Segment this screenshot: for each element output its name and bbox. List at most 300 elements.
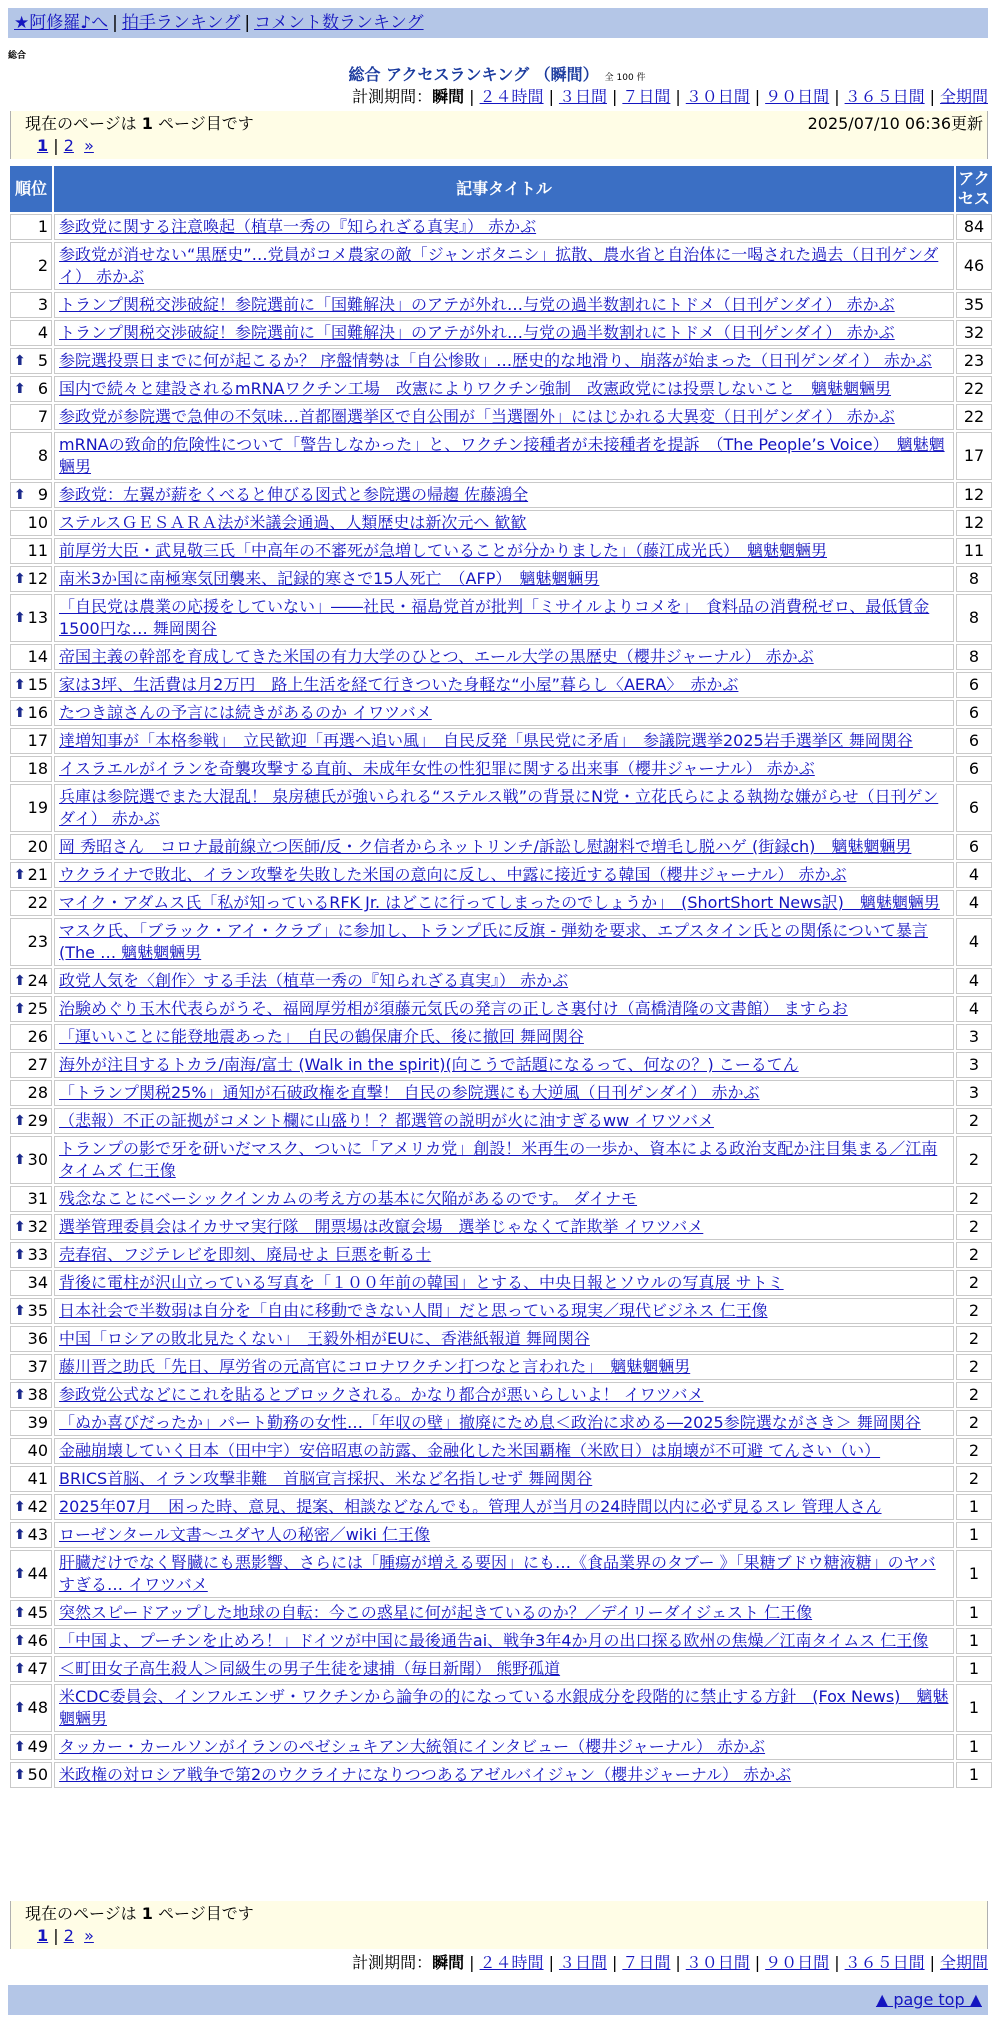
rank-number: 38 [27,1385,48,1404]
rank-number: 18 [27,759,48,778]
access-count: 2 [956,1186,992,1212]
title-cell [54,1108,954,1134]
article-link[interactable]: 参院選投票日までに何が起こるか？ 序盤情勢は「自公惨敗」…歴史的な地滑り、崩落が始まった（日刊ゲンダイ） 赤かぶ [59,351,932,370]
up-arrow-icon: ⬆ [14,705,26,721]
title-cell [54,376,954,402]
rank-cell [10,1270,52,1296]
access-count: 1 [956,1656,992,1682]
table-row [10,1684,992,1732]
rank-number: 29 [27,1111,48,1130]
rank-number: 49 [27,1737,48,1756]
rank-number: 25 [27,999,48,1018]
rank-cell [10,890,52,916]
rank-number: 5 [37,351,48,370]
rank-number: 13 [27,608,48,627]
rank-number: 45 [27,1603,48,1622]
up-arrow-icon: ⬆ [14,1739,26,1755]
access-count: 23 [956,348,992,374]
article-link[interactable]: 岡 秀昭さん コロナ最前線立つ医師/反・ク信者からネットリンチ/訴訟し慰謝料で増毛し脱ハゲ (街録ch) 魑魅魍魎男 [59,837,912,856]
next-page-link[interactable]: » [84,1926,94,1945]
table-row [10,890,992,916]
article-link[interactable]: ＜町田女子高生殺人＞同級生の男子生徒を逮捕（毎日新聞） 熊野孤道 [59,1659,561,1678]
access-count: 1 [956,1734,992,1760]
rank-number: 42 [27,1497,48,1516]
table-header-row [10,166,992,212]
article-link[interactable]: 売春宿、フジテレビを即刻、廃局せよ 巨悪を斬る士 [59,1245,432,1264]
article-link[interactable]: 「中国よ、プーチンを止めろ！」ドイツが中国に最後通告ai、戦争3年4か月の出口探る欧州の焦燥／江南タイムス 仁王像 [59,1631,929,1650]
table-row [10,862,992,888]
page-indicator-prefix: 現在のページは [25,1904,137,1923]
period-option[interactable]: ３日間 [558,1953,607,1972]
up-arrow-icon: ⬆ [14,867,26,883]
page-1-link[interactable]: 1 [37,1926,49,1945]
rank-number: 4 [37,323,48,342]
access-count: 12 [956,510,992,536]
rank-cell [10,348,52,374]
access-count: 1 [956,1762,992,1788]
rank-number: 9 [37,485,48,504]
access-count: 46 [956,242,992,290]
table-row [10,214,992,240]
rank-cell [10,1354,52,1380]
page-2-link[interactable]: 2 [63,136,74,155]
period-option: 瞬間 [432,87,465,106]
access-count: 2 [956,1214,992,1240]
rank-number: 36 [27,1329,48,1348]
article-link[interactable]: マスク氏、「ブラック・アイ・クラブ」に参加し、トランプ氏に反旗 - 弾劾を要求、エプスタイン氏との関係について暴言(The … 魑魅魍魎男 [59,921,928,962]
top-nav [8,8,988,38]
table-row [10,700,992,726]
rank-cell [10,834,52,860]
article-link[interactable]: 南米3か国に南極寒気団襲来、記録的寒さで15人死亡 （AFP） 魑魅魍魎男 [59,569,600,588]
article-link[interactable]: 参政党：左翼が薪をくべると伸びる図式と参院選の帰趨 佐藤鴻全 [59,485,529,504]
period-label: 計測期間： [352,87,433,106]
rank-cell [10,432,52,480]
up-arrow-icon: ⬆ [14,1527,26,1543]
up-arrow-icon: ⬆ [14,1700,26,1716]
up-arrow-icon: ⬆ [14,1566,26,1582]
up-arrow-icon: ⬆ [14,1499,26,1515]
table-row [10,1466,992,1492]
pager-separator: | [53,1926,59,1945]
page-1-link[interactable]: 1 [37,136,49,155]
rank-cell [10,1628,52,1654]
applause-ranking-link[interactable]: 拍手ランキング [121,13,241,33]
up-arrow-icon: ⬆ [14,1113,26,1129]
access-count: 4 [956,996,992,1022]
up-arrow-icon: ⬆ [14,571,26,587]
bottom-bar [8,1985,988,2015]
access-count: 2 [956,1438,992,1464]
table-row [10,1136,992,1184]
rank-number: 35 [27,1301,48,1320]
title-cell [54,348,954,374]
period-option[interactable]: ３６５日間 [844,1953,925,1972]
table-row [10,376,992,402]
article-link[interactable]: タッカー・カールソンがイランのペゼシュキアン大統領にインタビュー（櫻井ジャーナル） 赤かぶ [59,1737,766,1756]
article-link[interactable]: 治験めぐり玉木代表らがうそ、福岡厚労相が須藤元気氏の発言の正しさ裏付け（高橋清隆の文書館） ますらお [59,999,848,1018]
page-top-link[interactable]: ▲ page top ▲ [875,1990,982,2009]
next-page-link[interactable]: » [84,136,94,155]
table-row [10,1734,992,1760]
rank-cell [10,1136,52,1184]
title-cell [54,918,954,966]
title-cell [54,1438,954,1464]
up-arrow-icon: ⬆ [14,1387,26,1403]
article-link[interactable]: ローゼンタール文書～ユダヤ人の秘密／wiki 仁王像 [59,1525,431,1544]
title-cell [54,1136,954,1184]
rank-cell [10,784,52,832]
rank-cell [10,1080,52,1106]
period-option[interactable]: ３０日間 [685,1953,750,1972]
period-option[interactable]: ９０日間 [765,87,830,106]
article-link[interactable]: 国内で続々と建設されるmRNAワクチン工場 改憲によりワクチン強制 改憲政党には投票しないこと 魑魅魍魎男 [59,379,892,398]
rank-number: 34 [27,1273,48,1292]
table-row [10,728,992,754]
access-count: 1 [956,1684,992,1732]
table-row [10,292,992,318]
period-separator: | [675,87,681,106]
article-link[interactable]: 金融崩壊していく日本（田中宇）安倍昭恵の訪露、金融化した米国覇権（米欧日）は崩壊が不可避 てんさい（い） [59,1441,881,1460]
title-cell [54,482,954,508]
rank-number: 3 [37,295,48,314]
rank-number: 7 [37,407,48,426]
access-count: 2 [956,1410,992,1436]
article-link[interactable]: 前厚労大臣・武見敬三氏「中高年の不審死が急増していることが分かりました」（藤江成光氏） 魑魅魍魎男 [59,541,828,560]
access-count: 2 [956,1382,992,1408]
access-count: 8 [956,594,992,642]
title-cell [54,996,954,1022]
rank-cell [10,1242,52,1268]
article-link[interactable]: 突然スピードアップした地球の自転：今この惑星に何が起きているのか？／デイリーダイジェスト 仁王像 [59,1603,813,1622]
rank-number: 39 [27,1413,48,1432]
access-count: 4 [956,890,992,916]
rank-cell [10,404,52,430]
page-indicator [25,1903,973,1925]
up-arrow-icon: ⬆ [14,1633,26,1649]
access-count: 35 [956,292,992,318]
access-count: 32 [956,320,992,346]
title-cell [54,1080,954,1106]
table-row [10,1438,992,1464]
table-row [10,510,992,536]
access-count: 8 [956,566,992,592]
rank-cell [10,1600,52,1626]
period-separator: | [929,87,935,106]
table-row [10,1762,992,1788]
article-link[interactable]: 残念なことにベーシックインカムの考え方の基本に欠陥があるのです。 ダイナモ [59,1189,638,1208]
page-indicator-suffix: ページ目です [158,1904,254,1923]
rank-number: 2 [37,256,48,275]
title-cell [54,1354,954,1380]
period-option[interactable]: ９０日間 [765,1953,830,1972]
rank-number: 22 [27,893,48,912]
article-link[interactable]: 参政党公式などにこれを貼るとブロックされる。かなり都合が悪いらしいよ！ イワツバメ [59,1385,704,1404]
article-link[interactable]: トランプ関税交渉破綻！参院選前に「国難解決」のアテが外れ…与党の過半数割れにトドメ（日刊ゲンダイ） 赤かぶ [59,323,895,342]
rank-cell [10,996,52,1022]
article-link[interactable]: 中国「ロシアの敗北見たくない」 王毅外相がEUに、香港紙報道 舞岡関谷 [59,1329,590,1348]
rank-number: 31 [27,1189,48,1208]
table-row [10,1354,992,1380]
access-count: 2 [956,1242,992,1268]
article-link[interactable]: mRNAの致命的危険性について「警告しなかった」と、ワクチン接種者が未接種者を提訴 （The People’s Voice） 魑魅魍魎男 [59,435,945,476]
page-title-text: 総合 アクセスランキング （瞬間） [348,65,599,84]
article-link[interactable]: 「トランプ関税25%」通知が石破政権を直撃！ 自民の参院選にも大逆風（日刊ゲンダイ） 赤かぶ [59,1083,760,1102]
page-indicator-suffix: ページ目です [158,114,254,133]
title-cell [54,1734,954,1760]
up-arrow-icon: ⬆ [14,1767,26,1783]
access-count: 1 [956,1522,992,1548]
breadcrumb: 総合 [8,51,27,61]
table-row [10,968,992,994]
access-count: 22 [956,376,992,402]
updated-timestamp: 2025/07/10 06:36更新 [807,114,983,133]
article-link[interactable]: 帝国主義の幹部を育成してきた米国の有力大学のひとつ、エール大学の黒歴史（櫻井ジャーナル） 赤かぶ [59,647,814,666]
rank-cell [10,566,52,592]
rank-cell [10,1762,52,1788]
article-link[interactable]: （悲報）不正の証拠がコメント欄に山盛り！？都選管の説明が火に油すぎるww イワツバメ [59,1111,714,1130]
page-indicator-number: 1 [141,114,153,133]
table-row [10,320,992,346]
title-cell [54,968,954,994]
table-row [10,538,992,564]
rank-cell [10,756,52,782]
article-link[interactable]: 海外が注目するトカラ/南海/富士 (Walk in the spirit)(向こうで話題になるって、何なの？) こーるてん [59,1055,799,1074]
article-link[interactable]: 「運いいことに能登地震あった」 自民の鶴保庸介氏、後に撤回 舞岡関谷 [59,1027,584,1046]
rank-number: 47 [27,1659,48,1678]
title-cell [54,728,954,754]
article-link[interactable]: 「自民党は農業の応援をしていない」――社民・福島党首が批判「ミサイルよりコメを」 食料品の消費税ゼロ、最低賃金1500円な… 舞岡関谷 [59,597,930,638]
article-link[interactable]: 選挙管理委員会はイカサマ実行隊 開票場は改竄会場 選挙じゃなくて詐欺挙 イワツバメ [59,1217,704,1236]
access-count: 2 [956,1298,992,1324]
article-link[interactable]: トランプ関税交渉破綻！参院選前に「国難解決」のアテが外れ…与党の過半数割れにトドメ（日刊ゲンダイ） 赤かぶ [59,295,895,314]
title-cell [54,1298,954,1324]
table-row [10,1186,992,1212]
up-arrow-icon: ⬆ [14,973,26,989]
access-count: 1 [956,1494,992,1520]
title-cell [54,1550,954,1598]
table-row [10,482,992,508]
rank-cell [10,1656,52,1682]
article-link[interactable]: 米政権の対ロシア戦争で第2のウクライナになりつつあるアゼルバイジャン（櫻井ジャーナル） 赤かぶ [59,1765,792,1784]
period-separator: | [469,1953,475,1972]
up-arrow-icon: ⬆ [14,1001,26,1017]
up-arrow-icon: ⬆ [14,1152,26,1168]
period-separator: | [834,1953,840,1972]
table-row [10,756,992,782]
rank-number: 12 [27,569,48,588]
title-cell [54,1684,954,1732]
article-link[interactable]: 日本社会で半数弱は自分を「自由に移動できない人間」だと思っている現実／現代ビジネス 仁王像 [59,1301,768,1320]
article-link[interactable]: ステルスＧＥＳＡＲＡ法が米議会通過、人類歴史は新次元へ 歓歓 [59,513,527,532]
period-option[interactable]: 全期間 [939,1953,988,1972]
rank-cell [10,918,52,966]
rank-cell [10,1382,52,1408]
article-link[interactable]: トランプの影で牙を研いだマスク、ついに「アメリカ党」創設！米再生の一歩か、資本による政治支配か注目集まる／江南タイムズ 仁王像 [59,1139,938,1180]
table-row [10,1214,992,1240]
title-cell [54,756,954,782]
rank-cell [10,292,52,318]
rank-cell [10,1108,52,1134]
rank-number: 17 [27,731,48,750]
table-row [10,834,992,860]
period-separator: | [548,1953,554,1972]
rank-number: 32 [27,1217,48,1236]
rank-cell [10,376,52,402]
rank-number: 23 [27,932,48,951]
rank-number: 46 [27,1631,48,1650]
article-link[interactable]: たつき諒さんの予言には続きがあるのか イワツバメ [59,703,432,722]
access-count: 3 [956,1024,992,1050]
table-row [10,1382,992,1408]
rank-number: 50 [27,1765,48,1784]
access-count: 84 [956,214,992,240]
access-count: 6 [956,834,992,860]
page-2-link[interactable]: 2 [63,1926,74,1945]
rank-cell [10,1214,52,1240]
title-cell [54,1656,954,1682]
access-count: 4 [956,968,992,994]
col-header-access: アクセス [956,166,992,212]
total-count: 全 100 件 [604,73,646,83]
title-cell [54,432,954,480]
access-count: 6 [956,672,992,698]
rank-cell [10,1438,52,1464]
article-link[interactable]: 肝臓だけでなく腎臓にも悪影響、さらには「腫瘍が増える要因」にも…《食品業界のタブー 》「果糖ブドウ糖液糖」のヤバすぎる… イワツバメ [59,1553,936,1594]
period-option[interactable]: ７日間 [622,1953,671,1972]
article-link[interactable]: マイク・アダムス氏「私が知っているRFK Jr. はどこに行ってしまったのでしょうか」 (ShortShort News訳) 魑魅魍魎男 [59,893,940,912]
rank-cell [10,1326,52,1352]
period-separator: | [675,1953,681,1972]
rank-number: 44 [27,1564,48,1583]
article-link[interactable]: 「ぬか喜びだったか」パート勤務の女性…「年収の壁」撤廃にため息＜政治に求める―2025参院選ながさき＞ 舞岡関谷 [59,1413,921,1432]
period-separator: | [834,87,840,106]
up-arrow-icon: ⬆ [14,1661,26,1677]
article-link[interactable]: 背後に電柱が沢山立っている写真を「１００年前の韓国」とする、中央日報とソウルの写真展 サトミ [59,1273,784,1292]
rank-cell [10,1684,52,1732]
article-link[interactable]: 政党人気を〈創作〉する手法（植草一秀の『知られざる真実』） 赤かぶ [59,971,569,990]
access-count: 3 [956,1080,992,1106]
period-separator: | [611,1953,618,1972]
article-link[interactable]: 参政党が消せない“黒歴史”…党員がコメ農家の敵「ジャンボタニシ」拡散、農水省と自治体に一喝された過去（日刊ゲンダイ） 赤かぶ [59,245,939,286]
article-link[interactable]: 達増知事が「本格参戦」 立民歓迎「再選へ追い風」 自民反発「県民党に矛盾」 参議院選挙2025岩手選挙区 舞岡関谷 [59,731,913,750]
rank-cell [10,728,52,754]
period-option[interactable]: ２４時間 [479,87,544,106]
nav-separator: | [244,13,251,33]
rank-cell [10,1052,52,1078]
table-row [10,1270,992,1296]
article-link[interactable]: 参政党が参院選で急伸の不気味…首都圏選挙区で自公围が「当選圏外」にはじかれる大異変（日刊ゲンダイ） 赤かぶ [59,407,895,426]
access-count: 22 [956,404,992,430]
rank-cell [10,1298,52,1324]
article-link[interactable]: 参政党に関する注意喚起（植草一秀の『知られざる真実』） 赤かぶ [59,217,537,236]
period-option[interactable]: ２４時間 [479,1953,544,1972]
access-count: 2 [956,1466,992,1492]
up-arrow-icon: ⬆ [14,353,26,369]
article-link[interactable]: イスラエルがイランを奇襲攻撃する直前、未成年女性の性犯罪に関する出来事（櫻井ジャーナル） 赤かぶ [59,759,815,778]
article-link[interactable]: 藤川晋之助氏「先日、厚労省の元高官にコロナワクチン打つなと言われた」 魑魅魍魎男 [59,1357,691,1376]
rank-number: 41 [27,1469,48,1488]
table-row [10,404,992,430]
title-cell [54,1270,954,1296]
up-arrow-icon: ⬆ [14,1303,26,1319]
period-option[interactable]: ３日間 [558,87,607,106]
title-cell [54,404,954,430]
title-cell [54,1410,954,1436]
page-info-top [10,111,988,159]
title-cell [54,862,954,888]
rank-cell [10,594,52,642]
table-row [10,594,992,642]
rank-number: 48 [27,1698,48,1717]
rank-number: 1 [37,217,48,236]
title-cell [54,672,954,698]
article-link[interactable]: 家は3坪、生活費は月2万円 路上生活を経て行きついた身軽な“小屋”暮らし〈AERA〉 赤かぶ [59,675,739,694]
title-cell [54,784,954,832]
title-cell [54,1600,954,1626]
up-arrow-icon: ⬆ [14,381,26,397]
article-link[interactable]: 2025年07月 困った時、意見、提案、相談などなんでも。管理人が当月の24時間以内に必ず見るスレ 管理人さん [59,1497,882,1516]
rank-cell [10,862,52,888]
rank-number: 43 [27,1525,48,1544]
table-row [10,1494,992,1520]
rank-number: 6 [37,379,48,398]
rank-number: 33 [27,1245,48,1264]
rank-number: 20 [27,837,48,856]
title-cell [54,538,954,564]
period-option[interactable]: ３６５日間 [844,87,925,106]
period-option[interactable]: ３０日間 [685,87,750,106]
table-row [10,672,992,698]
rank-cell [10,1522,52,1548]
table-row [10,242,992,290]
rank-cell [10,1186,52,1212]
title-cell [54,1466,954,1492]
period-selector-bottom [352,1952,988,1974]
access-count: 1 [956,1600,992,1626]
access-count: 2 [956,1108,992,1134]
article-link[interactable]: 米CDC委員会、インフルエンザ・ワクチンから論争の的になっている水銀成分を段階的に禁止する方針 (Fox News) 魑魅魍魎男 [59,1687,949,1728]
article-link[interactable]: BRICS首脳、イラン攻撃非難 首脳宣言採択、米など名指しせず 舞岡関谷 [59,1469,593,1488]
rank-number: 28 [27,1083,48,1102]
access-count: 12 [956,482,992,508]
table-row [10,1410,992,1436]
article-link[interactable]: ウクライナで敗北、イラン攻撃を失敗した米国の意向に反し、中露に接近する韓国（櫻井ジャーナル） 赤かぶ [59,865,847,884]
title-cell [54,1242,954,1268]
period-separator: | [469,87,475,106]
table-row [10,1108,992,1134]
rank-number: 19 [27,798,48,817]
comment-ranking-link[interactable]: コメント数ランキング [254,13,424,33]
pager-bottom [25,1925,973,1947]
table-row [10,1080,992,1106]
table-row [10,1600,992,1626]
table-row [10,1024,992,1050]
up-arrow-icon: ⬆ [14,610,26,626]
rank-number: 26 [27,1027,48,1046]
title-cell [54,1214,954,1240]
access-count: 1 [956,1628,992,1654]
period-option[interactable]: ７日間 [622,87,671,106]
rank-number: 27 [27,1055,48,1074]
ranking-table [8,164,994,1790]
period-option[interactable]: 全期間 [939,87,988,106]
home-link[interactable]: ★阿修羅♪へ [14,13,109,33]
table-row [10,1298,992,1324]
article-link[interactable]: 兵庫は参院選でまた大混乱！ 泉房穂氏が強いられる“ステルス戦”の背景にN党・立花氏らによる執拗な嫌がらせ（日刊ゲンダイ） 赤かぶ [59,787,939,828]
period-separator: | [929,1953,935,1972]
access-count: 8 [956,644,992,670]
